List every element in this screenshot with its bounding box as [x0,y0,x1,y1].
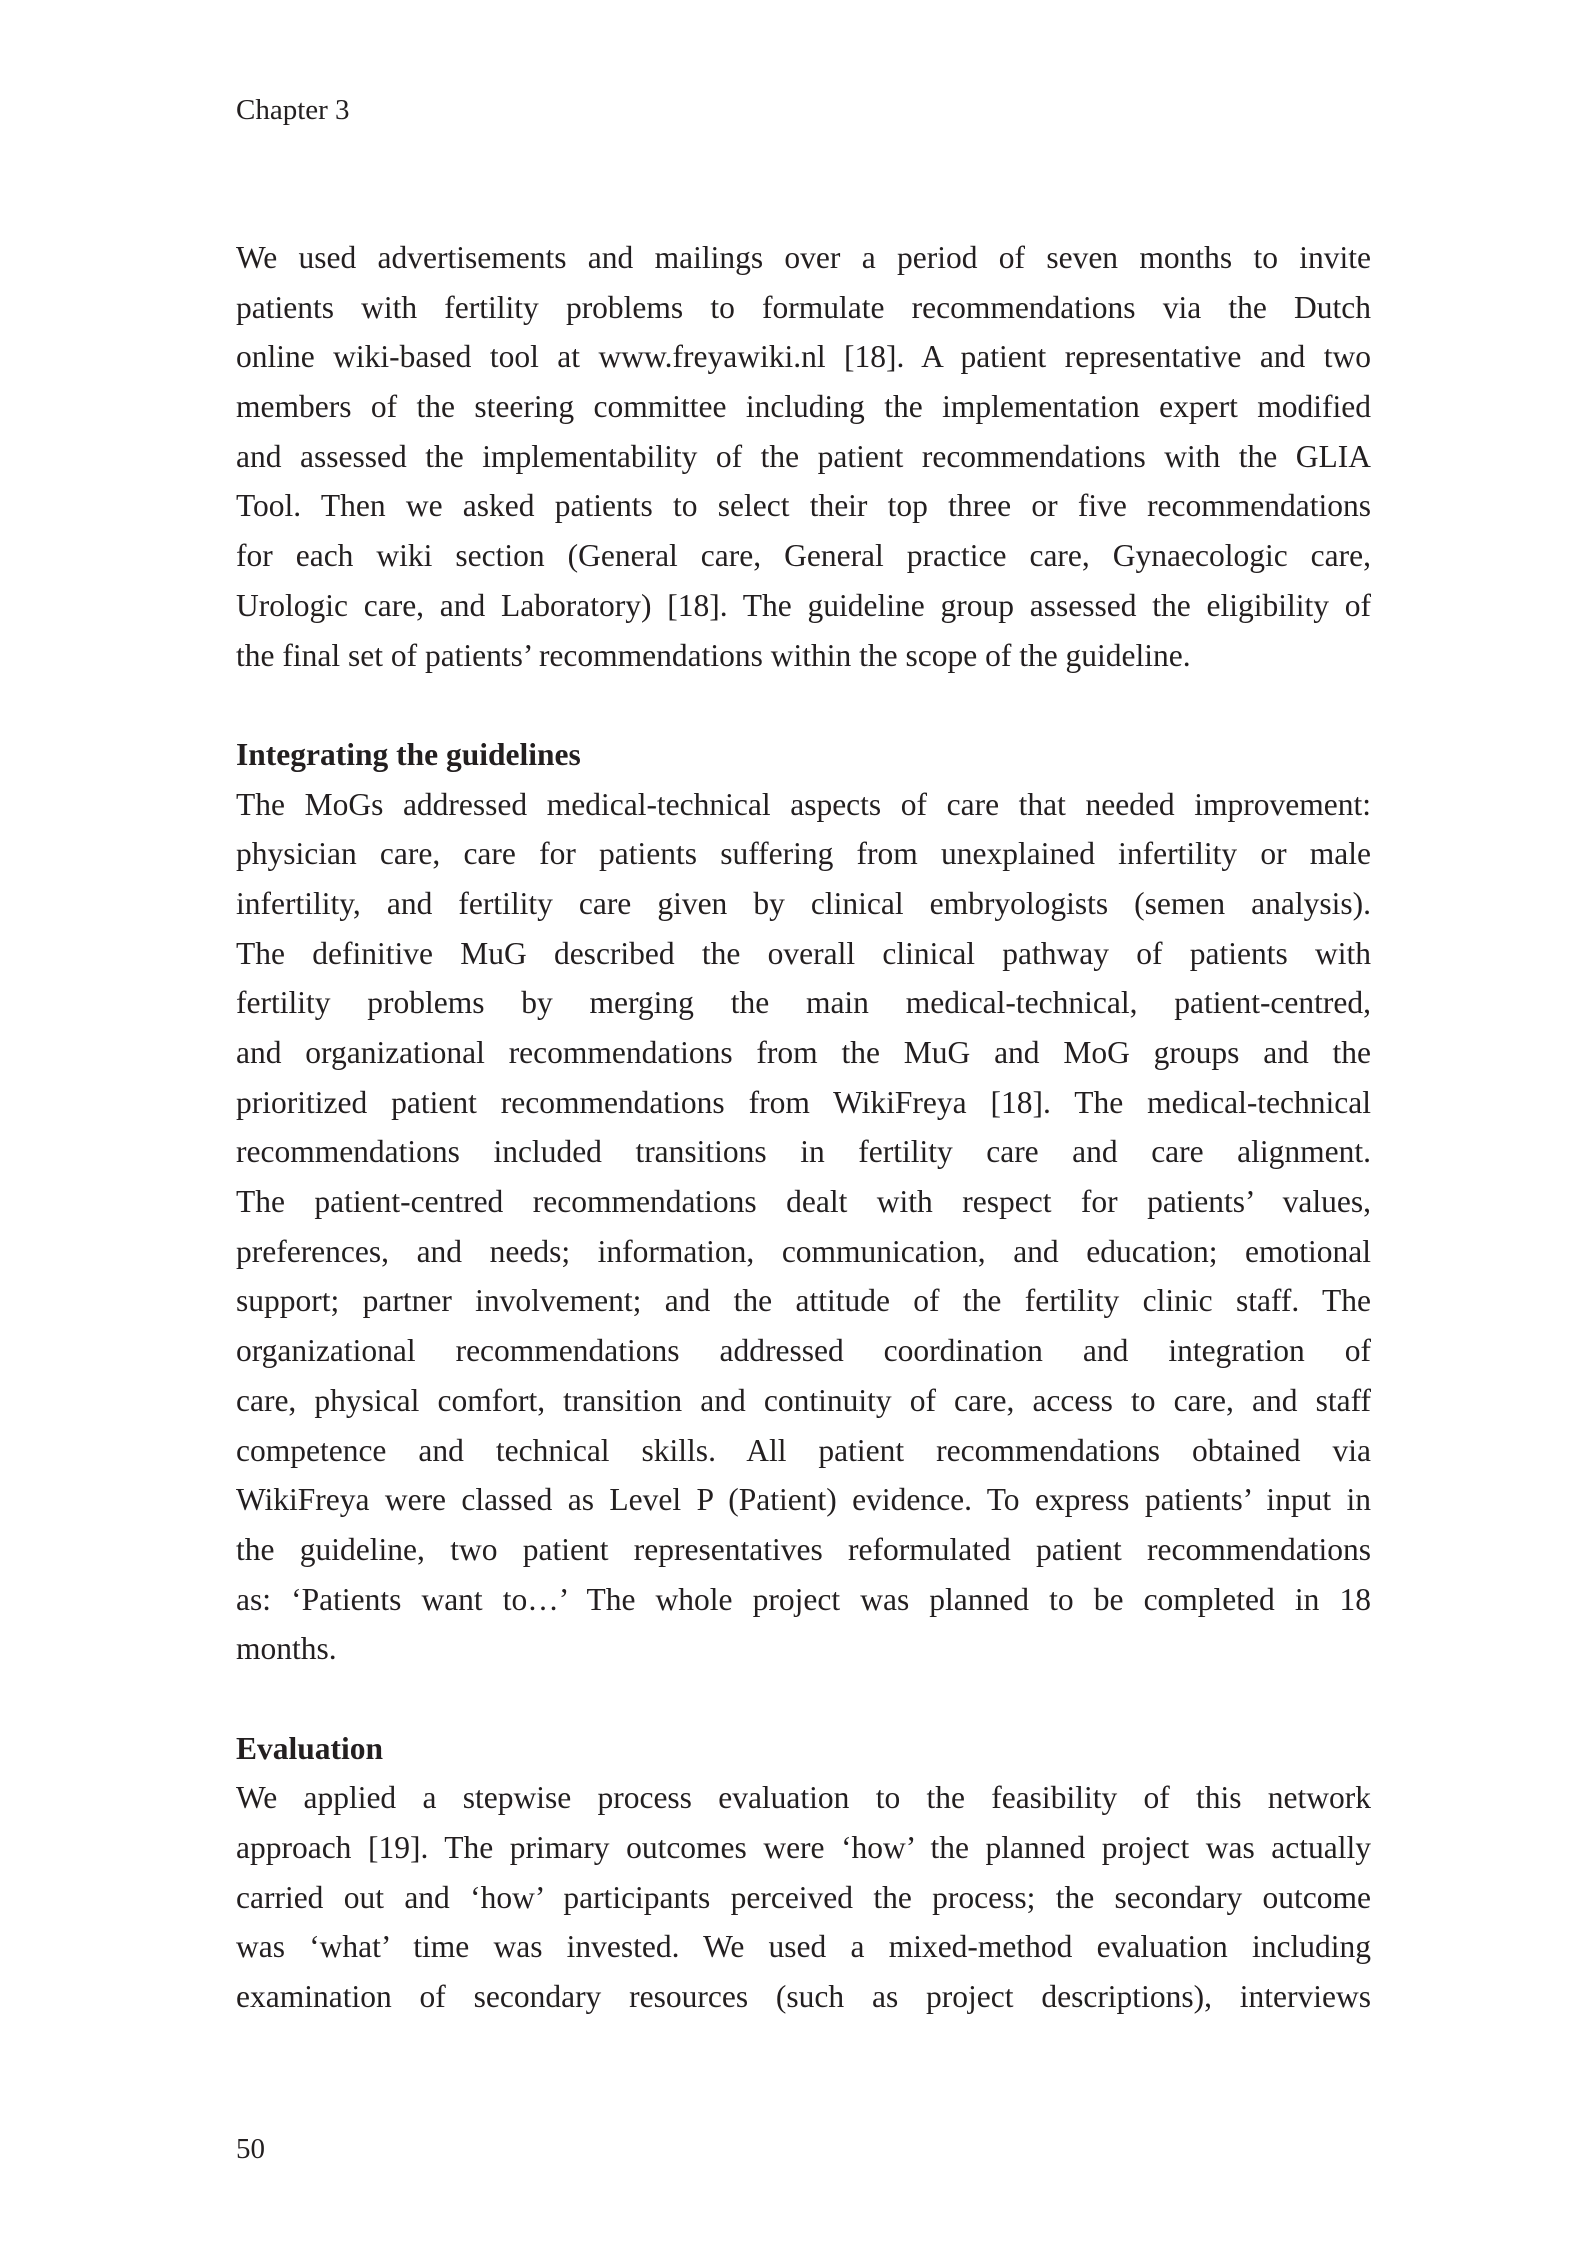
text-line: prioritized patient recommendations from WikiFreya [18]. The medical-technical [236,1084,1371,1120]
text-line: care, physical comfort, transition and continuity of care, access to care, and staff [236,1382,1371,1418]
text-line: We used advertisements and mailings over a period of seven months to invite [236,240,1371,275]
page-number: 50 [236,2133,265,2165]
text-line: competence and technical skills. All patient recommendations obtained via [236,1432,1371,1468]
section-heading: Evaluation [236,1730,384,1766]
text-line: We applied a stepwise process evaluation to the feasibility of this network [236,1780,1371,1816]
text-line: recommendations included transitions in fertility care and care alignment. [236,1134,1371,1170]
text-line: WikiFreya were classed as Level P (Patient) evidence. To express patients’ input in [236,1482,1371,1518]
paragraph-gap [236,680,1371,730]
text-line: and organizational recommendations from the MuG and MoG groups and the [236,1035,1371,1070]
text-line: the guideline, two patient representatives reformulated patient recommendations [236,1531,1371,1567]
text-line: The patient-centred recommendations dealt with respect for patients’ values, [236,1184,1371,1220]
text-line: examination of secondary resources (such as project descriptions), interviews [236,1979,1371,2015]
text-line: Tool. Then we asked patients to select their top three or five recommendations [236,488,1371,524]
section-heading: Integrating the guidelines [236,736,581,772]
text-line: and assessed the implementability of the patient recommendations with the GLIA [236,438,1371,474]
text-line: approach [19]. The primary outcomes were ‘how’ the planned project was actually [236,1830,1371,1865]
text-line: preferences, and needs; information, communication, and education; emotional [236,1233,1371,1269]
text-line: organizational recommendations addressed coordination and integration of [236,1333,1371,1369]
text-line: was ‘what’ time was invested. We used a mixed-method evaluation including [236,1929,1371,1965]
paragraph-gap [236,1674,1371,1724]
text-line: members of the steering committee including the implementation expert modified [236,389,1371,425]
text-line: months. [236,1631,337,1667]
text-line: infertility, and fertility care given by clinical embryologists (semen analysis). [236,885,1371,921]
text-line: for each wiki section (General care, General practice care, Gynaecologic care, [236,538,1371,574]
text-line: The definitive MuG described the overall clinical pathway of patients with [236,935,1371,971]
text-line: carried out and ‘how’ participants perceived the process; the secondary outcome [236,1879,1371,1915]
text-line: The MoGs addressed medical-technical aspects of care that needed improvement: [236,786,1371,822]
text-line: online wiki-based tool at www.freyawiki.nl [18]. A patient representative and two [236,339,1371,375]
text-line: the final set of patients’ recommendations within the scope of the guideline. [236,637,1191,673]
text-line: patients with fertility problems to formulate recommendations via the Dutch [236,289,1371,325]
running-head: Chapter 3 [236,94,350,126]
text-line: as: ‘Patients want to…’ The whole project was planned to be completed in 18 [236,1581,1371,1617]
body-text [236,233,1371,2022]
text-line: support; partner involvement; and the attitude of the fertility clinic staff. The [236,1283,1371,1319]
text-line: fertility problems by merging the main medical-technical, patient-centred, [236,985,1371,1021]
text-line: Urologic care, and Laboratory) [18]. The guideline group assessed the eligibility of [236,587,1371,623]
text-line: physician care, care for patients suffering from unexplained infertility or male [236,836,1371,872]
